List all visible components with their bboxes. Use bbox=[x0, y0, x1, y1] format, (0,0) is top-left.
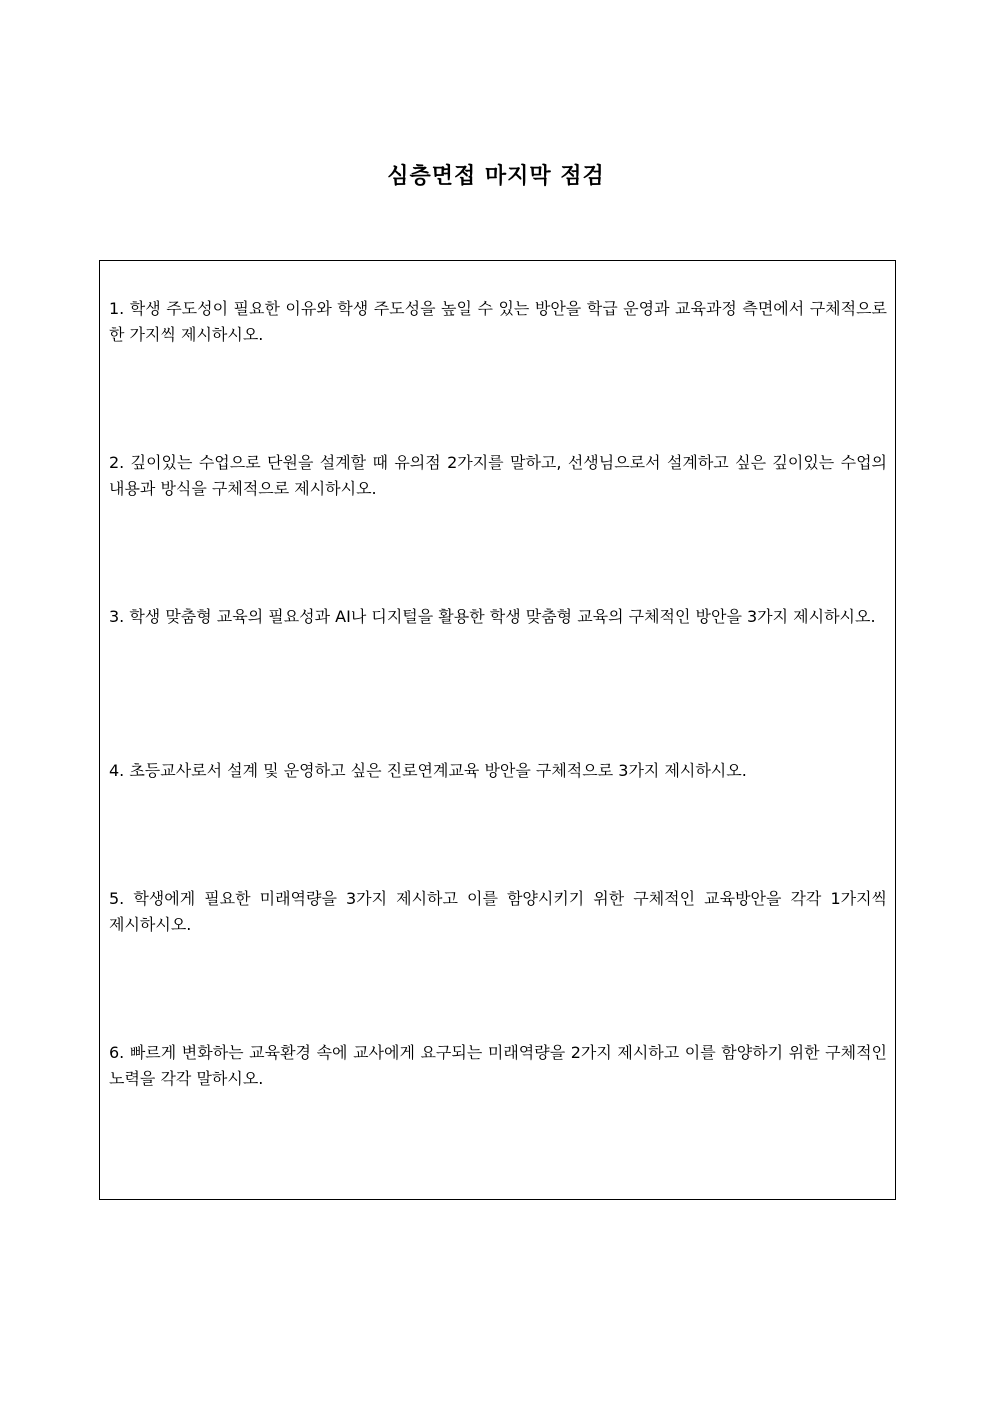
question-box bbox=[99, 260, 896, 1200]
question-4: 4. 초등교사로서 설계 및 운영하고 싶은 진로연계교육 방안을 구체적으로 3가지 제시하시오. bbox=[109, 761, 747, 780]
question-2: 2. 깊이있는 수업으로 단원을 설계할 때 유의점 2가지를 말하고, 선생님으로서 설계하고 싶은 깊이있는 수업의 내용과 방식을 구체적으로 제시하시오. bbox=[109, 453, 887, 498]
question-3: 3. 학생 맞춤형 교육의 필요성과 AI나 디지털을 활용한 학생 맞춤형 교육의 구체적인 방안을 3가지 제시하시오. bbox=[109, 607, 876, 626]
question-5: 5. 학생에게 필요한 미래역량을 3가지 제시하고 이를 함양시키기 위한 구체적인 교육방안을 각각 1가지씩 제시하시오. bbox=[109, 889, 887, 934]
question-1: 1. 학생 주도성이 필요한 이유와 학생 주도성을 높일 수 있는 방안을 학급 운영과 교육과정 측면에서 구체적으로 한 가지씩 제시하시오. bbox=[109, 299, 887, 344]
question-6: 6. 빠르게 변화하는 교육환경 속에 교사에게 요구되는 미래역량을 2가지 제시하고 이를 함양하기 위한 구체적인 노력을 각각 말하시오. bbox=[109, 1043, 887, 1088]
page-title: 심층면접 마지막 점검 bbox=[387, 164, 605, 189]
